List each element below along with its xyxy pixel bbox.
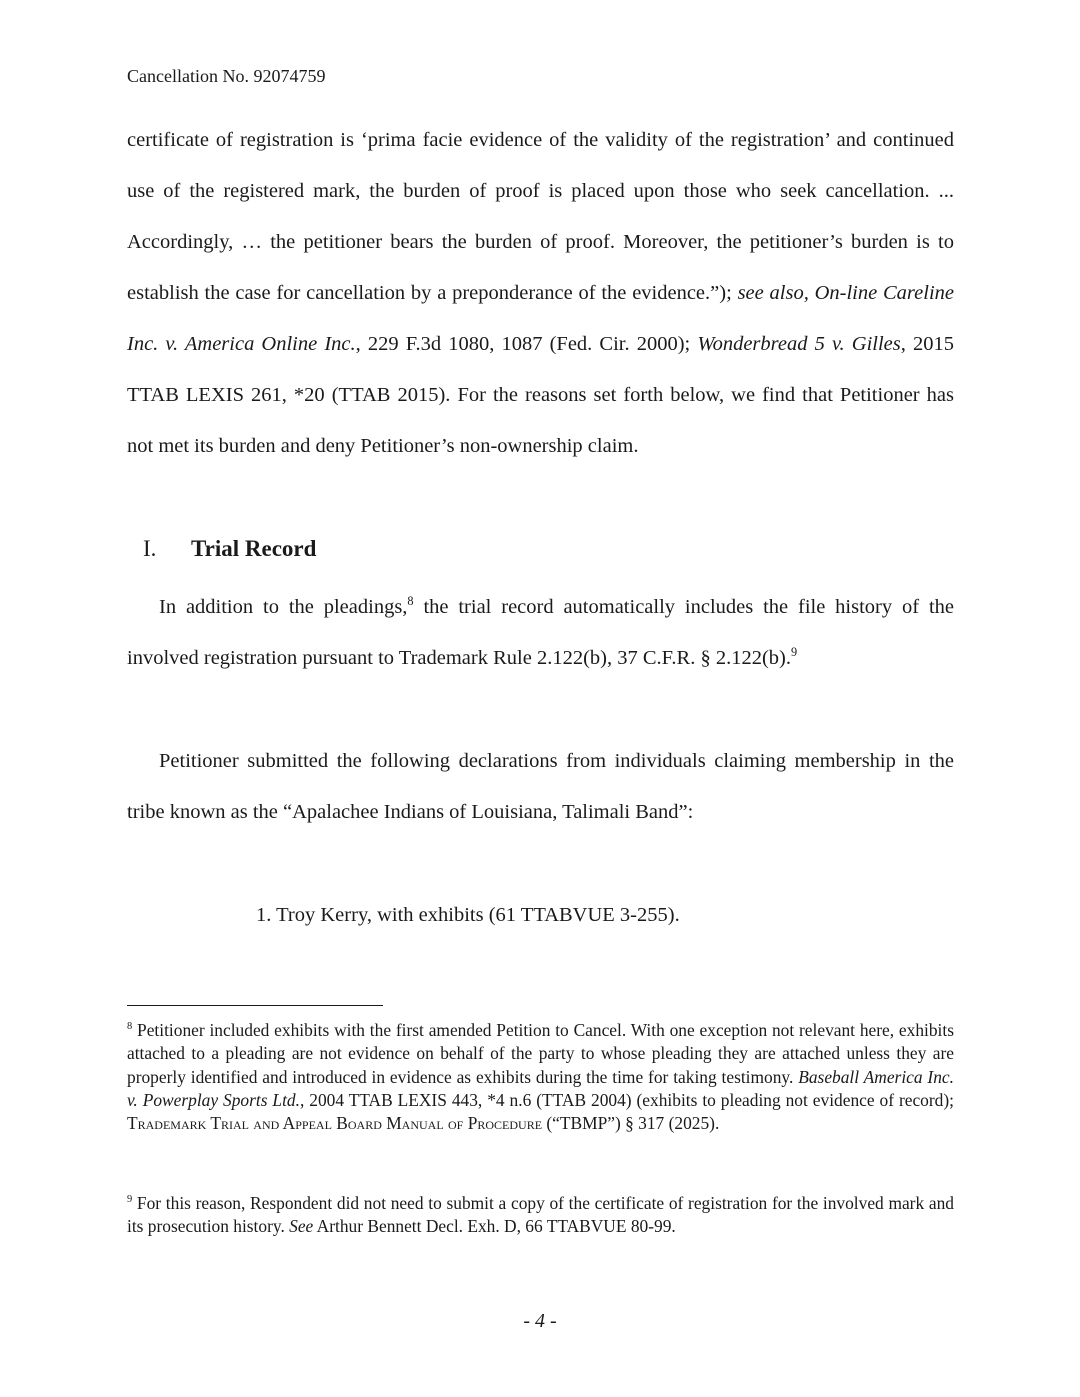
footnote-9 bbox=[127, 1192, 954, 1239]
text-segment: Petitioner submitted the following declarations from individuals claiming membership in the tribe known as the “Apalachee Indians of Louisiana, Talimali Band”: bbox=[127, 750, 954, 823]
case-citation-wonderbread: Wonderbread 5 v. Gilles bbox=[697, 333, 901, 355]
case-citation-online-careline: see also, On-line Careline Inc. v. America Online Inc. bbox=[127, 282, 954, 355]
text-segment: , 2004 TTAB LEXIS 443, *4 n.6 (TTAB 2004) (exhibits to pleading not evidence of record); bbox=[299, 1089, 954, 1110]
text-segment: (“TBMP”) § 317 (2025). bbox=[542, 1113, 720, 1134]
text-segment: , 2015 TTAB LEXIS 261, *20 (TTAB 2015). For the reasons set forth below, we find that Petitioner has not met its burden and deny Petitioner’s non-ownership claim. bbox=[127, 333, 954, 457]
signal-see: See bbox=[289, 1216, 314, 1237]
page-number: - 4 - bbox=[523, 1310, 557, 1332]
footnote-ref-9[interactable]: 9 bbox=[790, 645, 798, 660]
paragraph-trial-record bbox=[127, 582, 954, 684]
section-heading bbox=[143, 533, 316, 565]
footnote-ref-8[interactable]: 8 bbox=[407, 594, 414, 609]
footnote-8 bbox=[127, 1019, 954, 1135]
text-segment: Arthur Bennett Decl. Exh. D, 66 TTABVUE 80-99. bbox=[313, 1216, 676, 1237]
manual-title: Trademark Trial and Appeal Board Manual of Procedure bbox=[127, 1113, 543, 1134]
paragraph-declarations bbox=[127, 736, 954, 838]
text-segment: the trial record automatically includes the file history of the involved registration pursuant to Trademark Rule 2.122(b), 37 C.F.R. § 2.122(b). bbox=[127, 596, 954, 669]
text-segment: , 229 F.3d 1080, 1087 (Fed. Cir. 2000); bbox=[355, 333, 698, 355]
text-segment: certificate of registration is ‘prima facie evidence of the validity of the registration’ and continued use of the registered mark, the burden of proof is placed upon those who seek cancellation. ... Accordingly, … the petitioner bears the burden of proof. Moreover, the petitioner’s burden is to establish the case for cancellation by a preponderance of the evidence.”); bbox=[127, 129, 954, 304]
case-citation-baseball-america: Baseball America Inc. v. Powerplay Sports Ltd. bbox=[127, 1066, 954, 1110]
section-number: I. bbox=[143, 536, 157, 561]
text-segment: For this reason, Respondent did not need to submit a copy of the certificate of registration for the involved mark and its prosecution history. bbox=[127, 1193, 954, 1237]
footnote-marker: 9 bbox=[127, 1194, 133, 1206]
text-segment: In addition to the pleadings, bbox=[159, 596, 408, 618]
section-title: Trial Record bbox=[191, 536, 317, 561]
page-header: Cancellation No. 92074759 bbox=[127, 66, 326, 86]
text-segment: Petitioner included exhibits with the first amended Petition to Cancel. With one exception not relevant here, exhibits attached to a pleading are not evidence on behalf of the party to whose pleading they are attached unless they are properly identified and introduced in evidence as exhibits during the time for taking testimony. bbox=[127, 1020, 954, 1087]
footnote-marker: 8 bbox=[127, 1021, 133, 1033]
paragraph-burden-of-proof bbox=[127, 115, 954, 472]
list-item: 1. Troy Kerry, with exhibits (61 TTABVUE 3-255). bbox=[256, 904, 680, 926]
footnote-divider bbox=[127, 1005, 383, 1006]
